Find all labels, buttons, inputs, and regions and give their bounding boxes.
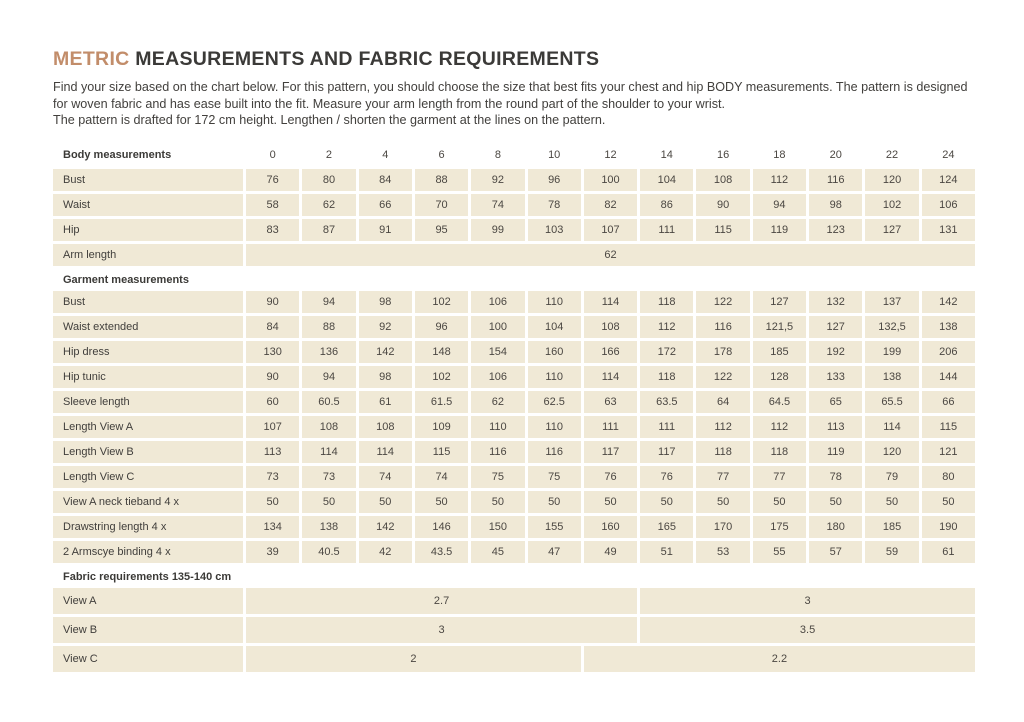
value-cell: 106 <box>922 194 975 216</box>
value-cell: 74 <box>415 466 468 488</box>
value-cell: 144 <box>922 366 975 388</box>
fabric-section-header: Fabric requirements 135-140 cm <box>63 570 232 583</box>
value-cell: 92 <box>359 316 412 338</box>
value-cell: 74 <box>359 466 412 488</box>
value-cell: 110 <box>528 291 581 313</box>
value-cell: 94 <box>302 291 355 313</box>
size-header-cell: 2 <box>325 148 333 161</box>
value-cell: 113 <box>246 441 299 463</box>
value-cell: 42 <box>359 541 412 563</box>
merged-value-cell: 3.5 <box>640 617 975 643</box>
value-cell: 116 <box>528 441 581 463</box>
value-cell: 108 <box>302 416 355 438</box>
value-cell: 57 <box>809 541 862 563</box>
row-label: View B <box>53 617 243 643</box>
size-header-cell: 4 <box>382 148 389 161</box>
value-cell: 50 <box>528 491 581 513</box>
value-cell: 133 <box>809 366 862 388</box>
value-cell: 45 <box>471 541 524 563</box>
value-cell: 110 <box>528 366 581 388</box>
value-cell: 109 <box>415 416 468 438</box>
row-label: Bust <box>53 169 243 191</box>
row-label: Hip dress <box>53 341 243 363</box>
size-header-cell: 8 <box>494 148 501 161</box>
value-cell: 64 <box>696 391 749 413</box>
value-cell: 59 <box>865 541 918 563</box>
value-cell: 127 <box>809 316 862 338</box>
value-cell: 39 <box>246 541 299 563</box>
value-cell: 114 <box>865 416 918 438</box>
value-cell: 112 <box>696 416 749 438</box>
size-header-cell: 14 <box>660 148 673 161</box>
value-cell: 120 <box>865 169 918 191</box>
content-area <box>53 48 975 672</box>
sizes-header-row <box>53 144 975 166</box>
value-cell: 106 <box>471 366 524 388</box>
value-cell: 111 <box>640 416 693 438</box>
value-cell: 96 <box>528 169 581 191</box>
value-cell: 50 <box>640 491 693 513</box>
value-cell: 160 <box>528 341 581 363</box>
value-cell: 83 <box>246 219 299 241</box>
value-cell: 66 <box>922 391 975 413</box>
merged-value-cell: 62 <box>246 244 975 266</box>
value-cell: 206 <box>922 341 975 363</box>
value-cell: 60 <box>246 391 299 413</box>
value-cell: 63.5 <box>640 391 693 413</box>
row-label: Arm length <box>53 244 243 266</box>
size-header-cell: 6 <box>438 148 445 161</box>
value-cell: 165 <box>640 516 693 538</box>
value-cell: 108 <box>696 169 749 191</box>
value-cell: 86 <box>640 194 693 216</box>
value-cell: 132 <box>809 291 862 313</box>
value-cell: 142 <box>359 341 412 363</box>
intro-paragraph-1: Find your size based on the chart below. For this pattern, you should choose the size that best fits your chest and hip BODY measurements. The pattern is designed for woven fabric and has ease built into the fit. Measure your arm length from the round part of the shoulder to your wrist. <box>53 80 968 111</box>
value-cell: 47 <box>528 541 581 563</box>
value-cell: 127 <box>865 219 918 241</box>
row-label: Length View A <box>53 416 243 438</box>
value-cell: 107 <box>246 416 299 438</box>
value-cell: 64.5 <box>753 391 806 413</box>
value-cell: 185 <box>753 341 806 363</box>
value-cell: 130 <box>246 341 299 363</box>
row-label: Length View B <box>53 441 243 463</box>
value-cell: 50 <box>246 491 299 513</box>
row-label: Waist <box>53 194 243 216</box>
merged-value-cell: 2.7 <box>246 588 637 614</box>
value-cell: 50 <box>753 491 806 513</box>
size-header-cell: 24 <box>942 148 955 161</box>
value-cell: 77 <box>696 466 749 488</box>
body-measurements-rows <box>53 169 975 266</box>
value-cell: 79 <box>865 466 918 488</box>
value-cell: 121 <box>922 441 975 463</box>
value-cell: 120 <box>865 441 918 463</box>
value-cell: 99 <box>471 219 524 241</box>
garment-measurements-rows <box>53 291 975 563</box>
value-cell: 102 <box>865 194 918 216</box>
value-cell: 150 <box>471 516 524 538</box>
value-cell: 62 <box>471 391 524 413</box>
value-cell: 76 <box>584 466 637 488</box>
value-cell: 178 <box>696 341 749 363</box>
value-cell: 142 <box>359 516 412 538</box>
value-cell: 136 <box>302 341 355 363</box>
value-cell: 175 <box>753 516 806 538</box>
merged-value-cell: 3 <box>640 588 975 614</box>
value-cell: 146 <box>415 516 468 538</box>
value-cell: 90 <box>246 291 299 313</box>
value-cell: 90 <box>696 194 749 216</box>
value-cell: 138 <box>922 316 975 338</box>
value-cell: 116 <box>471 441 524 463</box>
value-cell: 50 <box>471 491 524 513</box>
size-header-cell: 16 <box>716 148 730 161</box>
value-cell: 53 <box>696 541 749 563</box>
value-cell: 82 <box>584 194 637 216</box>
value-cell: 108 <box>584 316 637 338</box>
value-cell: 80 <box>922 466 975 488</box>
size-header-cell: 20 <box>829 148 842 161</box>
sizes-header-label: Body measurements <box>63 148 172 161</box>
value-cell: 77 <box>753 466 806 488</box>
value-cell: 115 <box>922 416 975 438</box>
value-cell: 49 <box>584 541 637 563</box>
value-cell: 70 <box>415 194 468 216</box>
value-cell: 132,5 <box>865 316 918 338</box>
value-cell: 142 <box>922 291 975 313</box>
value-cell: 114 <box>584 291 637 313</box>
value-cell: 73 <box>246 466 299 488</box>
value-cell: 50 <box>696 491 749 513</box>
value-cell: 61.5 <box>415 391 468 413</box>
value-cell: 138 <box>302 516 355 538</box>
merged-value-cell: 2 <box>246 646 581 672</box>
value-cell: 114 <box>359 441 412 463</box>
value-cell: 127 <box>753 291 806 313</box>
value-cell: 103 <box>528 219 581 241</box>
value-cell: 104 <box>640 169 693 191</box>
row-label: View A <box>53 588 243 614</box>
value-cell: 84 <box>359 169 412 191</box>
row-label: Hip tunic <box>53 366 243 388</box>
value-cell: 123 <box>809 219 862 241</box>
value-cell: 117 <box>584 441 637 463</box>
value-cell: 119 <box>809 441 862 463</box>
value-cell: 92 <box>471 169 524 191</box>
value-cell: 112 <box>640 316 693 338</box>
value-cell: 65.5 <box>865 391 918 413</box>
value-cell: 185 <box>865 516 918 538</box>
value-cell: 78 <box>528 194 581 216</box>
value-cell: 58 <box>246 194 299 216</box>
value-cell: 124 <box>922 169 975 191</box>
value-cell: 122 <box>696 291 749 313</box>
value-cell: 106 <box>471 291 524 313</box>
row-label: Drawstring length 4 x <box>53 516 243 538</box>
row-label: View C <box>53 646 243 672</box>
intro-paragraph-2: The pattern is drafted for 172 cm height. Lengthen / shorten the garment at the lines on the pattern. <box>53 113 606 127</box>
value-cell: 115 <box>415 441 468 463</box>
value-cell: 116 <box>696 316 749 338</box>
value-cell: 118 <box>640 291 693 313</box>
value-cell: 50 <box>809 491 862 513</box>
value-cell: 98 <box>359 366 412 388</box>
value-cell: 55 <box>753 541 806 563</box>
row-label: View A neck tieband 4 x <box>53 491 243 513</box>
value-cell: 62.5 <box>528 391 581 413</box>
row-label: 2 Armscye binding 4 x <box>53 541 243 563</box>
value-cell: 50 <box>302 491 355 513</box>
value-cell: 74 <box>471 194 524 216</box>
value-cell: 110 <box>528 416 581 438</box>
value-cell: 108 <box>359 416 412 438</box>
value-cell: 50 <box>415 491 468 513</box>
value-cell: 118 <box>640 366 693 388</box>
measurement-table <box>53 144 975 672</box>
value-cell: 112 <box>753 169 806 191</box>
size-header-cell: 12 <box>604 148 617 161</box>
value-cell: 66 <box>359 194 412 216</box>
value-cell: 80 <box>302 169 355 191</box>
value-cell: 180 <box>809 516 862 538</box>
value-cell: 50 <box>359 491 412 513</box>
value-cell: 114 <box>584 366 637 388</box>
row-label: Length View C <box>53 466 243 488</box>
value-cell: 61 <box>922 541 975 563</box>
size-header-cell: 0 <box>269 148 276 161</box>
value-cell: 113 <box>809 416 862 438</box>
value-cell: 50 <box>584 491 637 513</box>
value-cell: 118 <box>696 441 749 463</box>
fabric-requirements-rows <box>53 588 975 672</box>
value-cell: 128 <box>753 366 806 388</box>
row-label: Hip <box>53 219 243 241</box>
value-cell: 100 <box>471 316 524 338</box>
value-cell: 87 <box>302 219 355 241</box>
value-cell: 117 <box>640 441 693 463</box>
row-label: Bust <box>53 291 243 313</box>
value-cell: 115 <box>696 219 749 241</box>
value-cell: 65 <box>809 391 862 413</box>
value-cell: 75 <box>471 466 524 488</box>
value-cell: 122 <box>696 366 749 388</box>
value-cell: 50 <box>865 491 918 513</box>
intro-text <box>53 79 975 129</box>
value-cell: 160 <box>584 516 637 538</box>
value-cell: 134 <box>246 516 299 538</box>
value-cell: 170 <box>696 516 749 538</box>
value-cell: 190 <box>922 516 975 538</box>
value-cell: 91 <box>359 219 412 241</box>
value-cell: 63 <box>584 391 637 413</box>
value-cell: 104 <box>528 316 581 338</box>
value-cell: 96 <box>415 316 468 338</box>
row-label: Waist extended <box>53 316 243 338</box>
value-cell: 110 <box>471 416 524 438</box>
value-cell: 90 <box>246 366 299 388</box>
value-cell: 43.5 <box>415 541 468 563</box>
value-cell: 116 <box>809 169 862 191</box>
value-cell: 94 <box>302 366 355 388</box>
value-cell: 60.5 <box>302 391 355 413</box>
value-cell: 107 <box>584 219 637 241</box>
value-cell: 88 <box>302 316 355 338</box>
value-cell: 137 <box>865 291 918 313</box>
value-cell: 94 <box>753 194 806 216</box>
size-header-cell: 10 <box>548 148 561 161</box>
value-cell: 138 <box>865 366 918 388</box>
value-cell: 78 <box>809 466 862 488</box>
value-cell: 84 <box>246 316 299 338</box>
value-cell: 114 <box>302 441 355 463</box>
garment-section-header: Garment measurements <box>63 273 189 286</box>
value-cell: 172 <box>640 341 693 363</box>
value-cell: 75 <box>528 466 581 488</box>
row-label: Sleeve length <box>53 391 243 413</box>
value-cell: 111 <box>640 219 693 241</box>
value-cell: 95 <box>415 219 468 241</box>
value-cell: 102 <box>415 291 468 313</box>
page-title <box>53 48 975 71</box>
value-cell: 51 <box>640 541 693 563</box>
title-rest: MEASUREMENTS AND FABRIC REQUIREMENTS <box>129 48 600 70</box>
size-header-cell: 22 <box>885 148 899 161</box>
value-cell: 112 <box>753 416 806 438</box>
value-cell: 131 <box>922 219 975 241</box>
size-header-cell: 18 <box>773 148 786 161</box>
value-cell: 102 <box>415 366 468 388</box>
merged-value-cell: 3 <box>246 617 637 643</box>
value-cell: 98 <box>809 194 862 216</box>
value-cell: 111 <box>584 416 637 438</box>
value-cell: 98 <box>359 291 412 313</box>
value-cell: 199 <box>865 341 918 363</box>
value-cell: 119 <box>753 219 806 241</box>
value-cell: 50 <box>922 491 975 513</box>
value-cell: 76 <box>640 466 693 488</box>
value-cell: 62 <box>302 194 355 216</box>
value-cell: 155 <box>528 516 581 538</box>
value-cell: 73 <box>302 466 355 488</box>
value-cell: 88 <box>415 169 468 191</box>
value-cell: 192 <box>809 341 862 363</box>
value-cell: 118 <box>753 441 806 463</box>
title-accent: METRIC <box>53 48 130 70</box>
value-cell: 154 <box>471 341 524 363</box>
value-cell: 166 <box>584 341 637 363</box>
value-cell: 148 <box>415 341 468 363</box>
merged-value-cell: 2.2 <box>584 646 975 672</box>
value-cell: 61 <box>359 391 412 413</box>
value-cell: 100 <box>584 169 637 191</box>
value-cell: 121,5 <box>753 316 806 338</box>
value-cell: 76 <box>246 169 299 191</box>
value-cell: 40.5 <box>302 541 355 563</box>
